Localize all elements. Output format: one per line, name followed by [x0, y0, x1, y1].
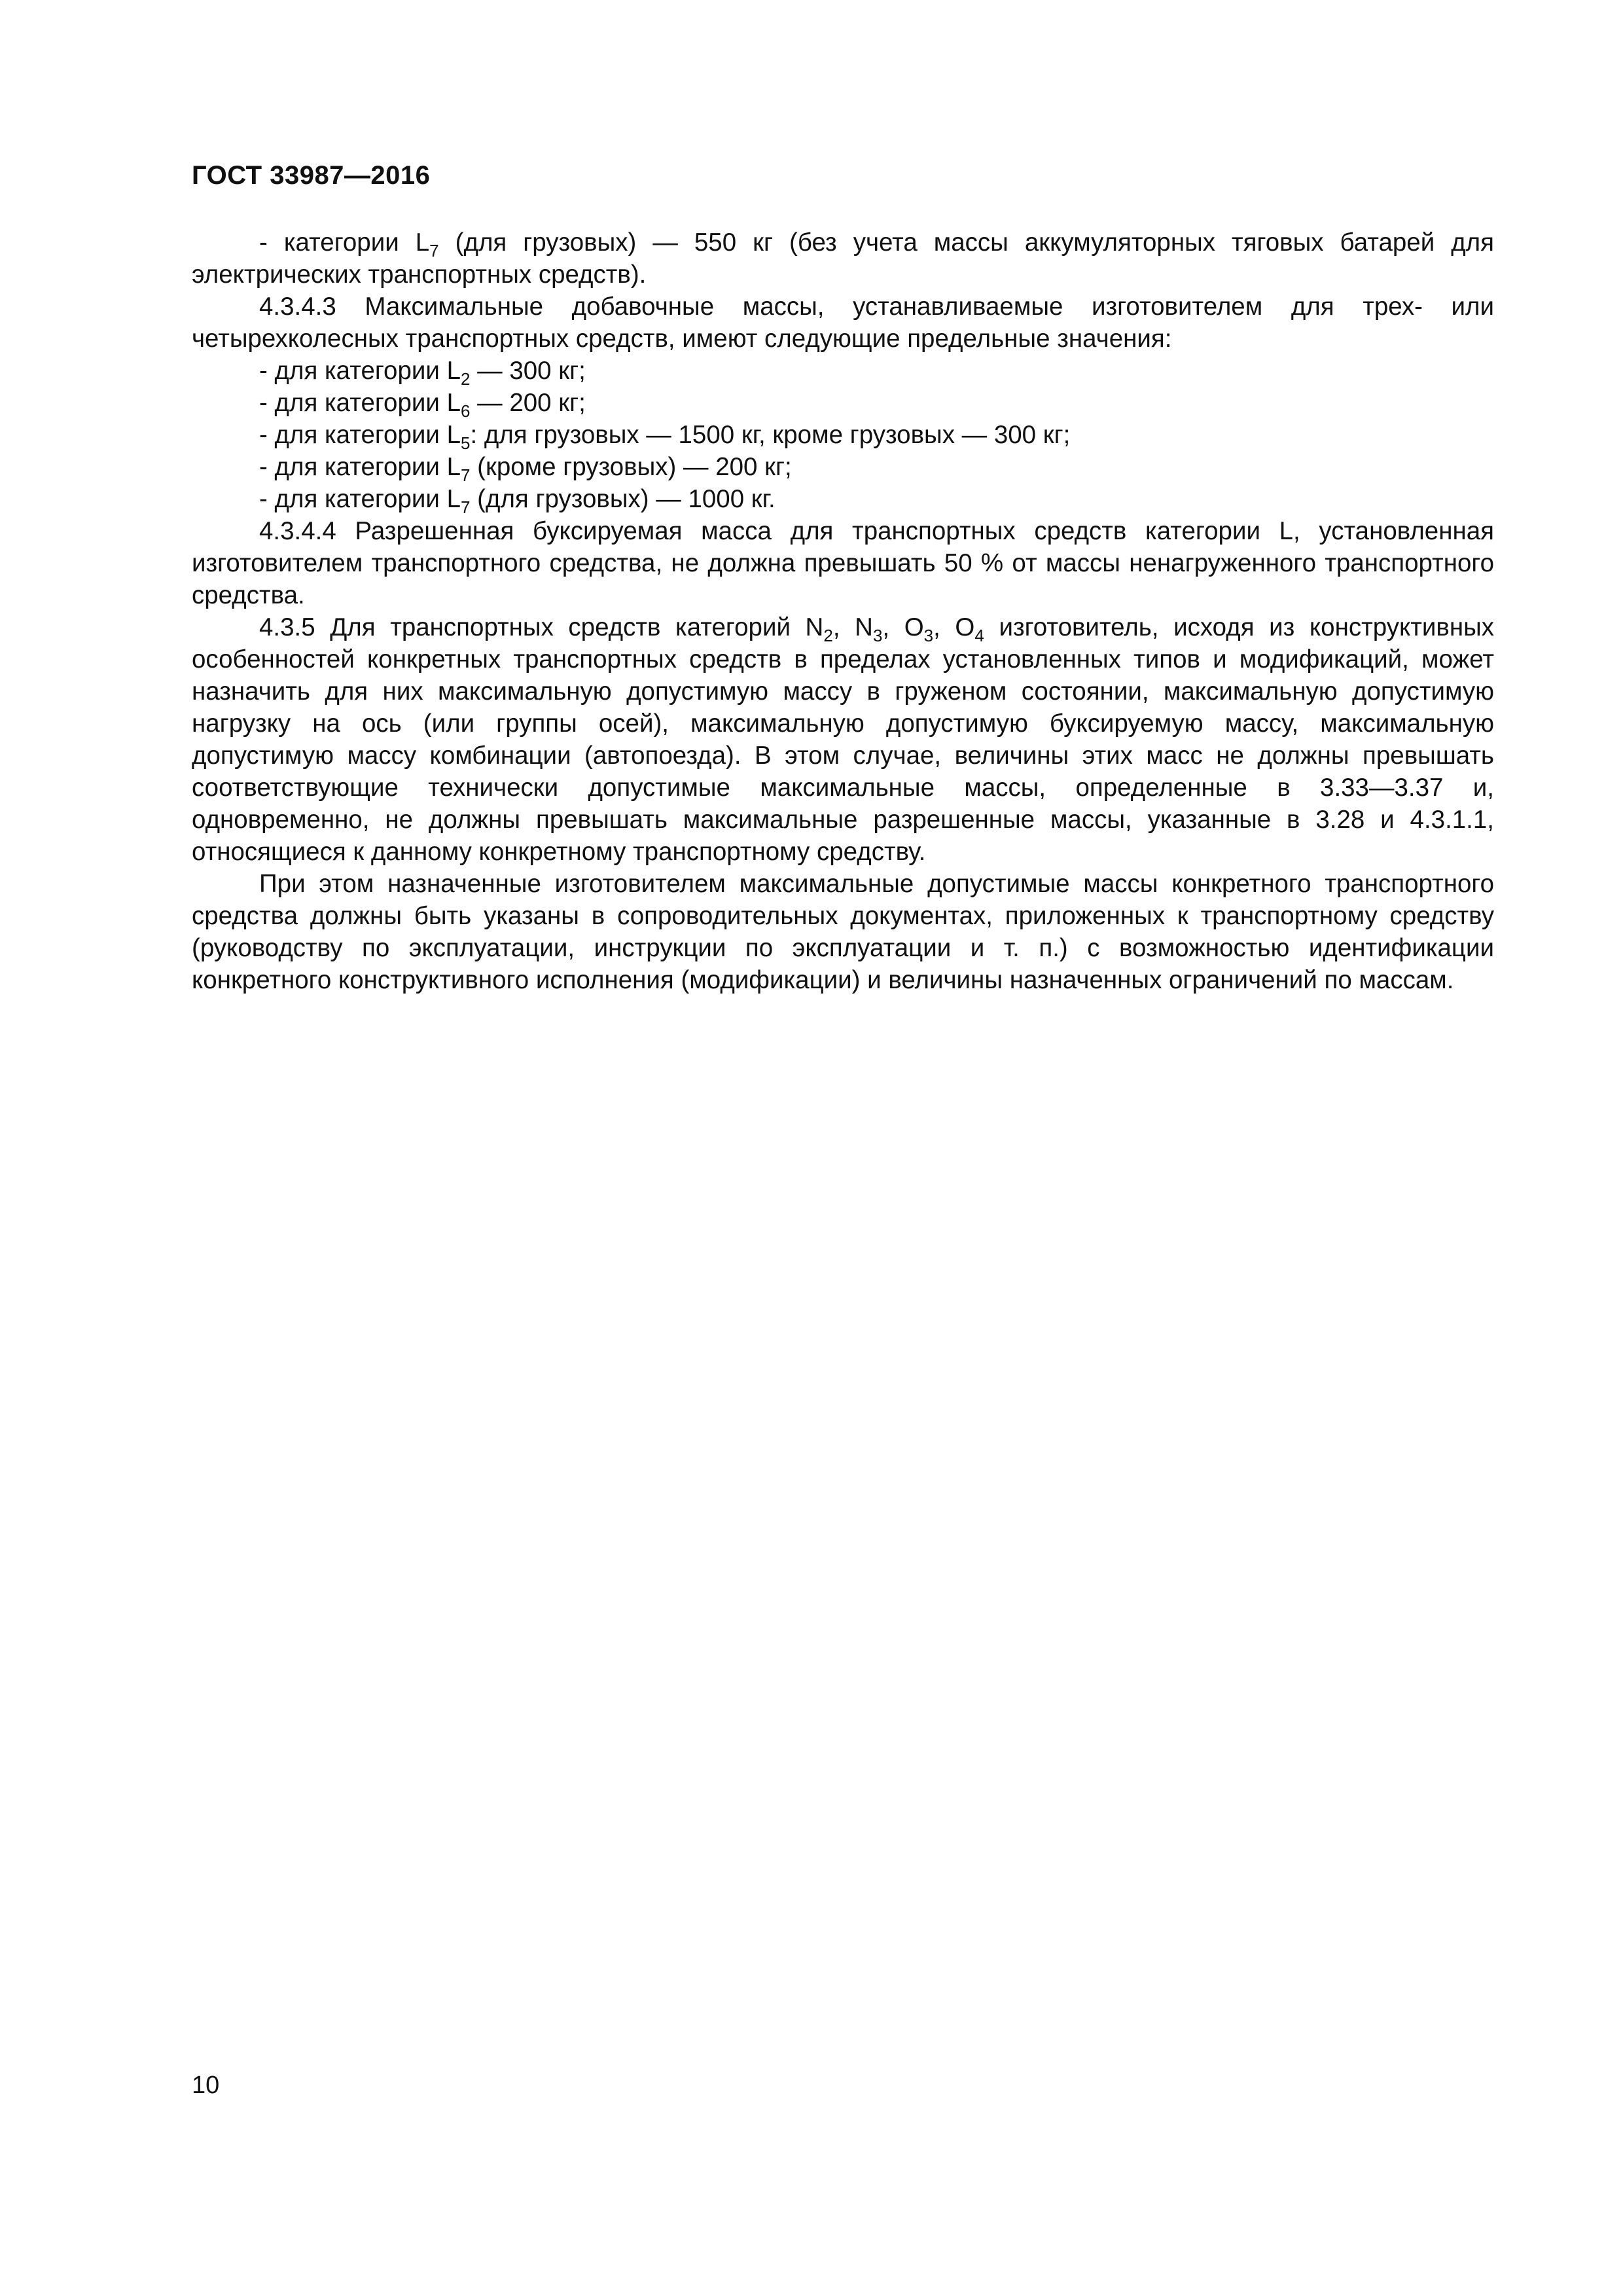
list-item [192, 483, 1494, 515]
text-run: - для категории L [259, 389, 461, 417]
subscript: 5 [461, 433, 471, 453]
text-run: 4.3.5 Для транспортных средств категорий N [259, 613, 824, 641]
text-run: : для грузовых — 1500 кг, кроме грузовых — 300 кг; [470, 421, 1071, 449]
list-item [192, 355, 1494, 387]
text-run: (кроме грузовых) — 200 кг; [470, 453, 792, 481]
subscript: 2 [461, 369, 471, 389]
subscript: 7 [429, 241, 439, 260]
text-run: , O [933, 613, 975, 641]
text-run: - для категории L [259, 357, 461, 385]
list-item [192, 387, 1494, 419]
subscript: 6 [461, 401, 471, 421]
paragraph-4-3-4-3: 4.3.4.3 Максимальные добавочные массы, устанавливаемые изготовителем для трех- или четырехколесных транспортных средств, имеют следующие предельные значения: [192, 293, 1494, 353]
text-run: - для категории L [259, 421, 461, 449]
text-run: — 300 кг; [470, 357, 586, 385]
subscript: 7 [461, 497, 471, 517]
paragraph-4-3-4-4: 4.3.4.4 Разрешенная буксируемая масса для транспортных средств категории L, установленная изготовителем транспортного средства, не должна превышать 50 % от массы ненагруженного транспортного средства. [192, 517, 1494, 609]
text-run: - для категории L [259, 485, 461, 513]
paragraph-assigned-masses: При этом назначенные изготовителем максимальные допустимые массы конкретного транспортного средства должны быть указаны в сопроводительных документах, приложенных к транспортному средству (руководству по эксплуатации, инструкции по эксплуатации и т. п.) с возможностью идентификации конкретного конструктивного исполнения (модификации) и величины назначенных ограничений по массам. [192, 870, 1494, 994]
text-run: - категории L [259, 228, 430, 257]
subscript: 3 [872, 626, 883, 645]
list-item [192, 451, 1494, 483]
subscript: 3 [923, 626, 934, 645]
subscript: 2 [823, 626, 833, 645]
subscript: 7 [461, 465, 471, 485]
text-run: изготовитель, исходя из конструктивных особенностей конкретных транспортных средств в пределах установленных типов и модификаций, может назначить для них максимальную допустимую массу в груженом состоянии, максимальную допустимую нагрузку на ось (или группы осей), максимальную допустимую буксируемую массу, максимальную допустимую массу комбинации (автопоезда). В этом случае, величины этих масс не должны превышать соответствующие технически допустимые максимальные массы, определенные в 3.33—3.37 и, одновременно, не должны превышать максимальные разрешенные массы, указанные в 3.28 и 4.3.1.1, относящиеся к данному конкретному транспортному средству. [192, 613, 1495, 866]
paragraph-4-3-5 [192, 611, 1494, 868]
text-run: (для грузовых) — 1000 кг. [470, 485, 776, 513]
text-run: , O [882, 613, 924, 641]
document-header: ГОСТ 33987—2016 [192, 161, 431, 190]
paragraph-l7-cargo [192, 226, 1494, 291]
subscript: 4 [974, 626, 984, 645]
text-run: , N [832, 613, 873, 641]
text-run: — 200 кг; [470, 389, 586, 417]
text-run: - для категории L [259, 453, 461, 481]
document-body [192, 226, 1494, 996]
text-run: (для грузовых) — 550 кг (без учета массы аккумуляторных тяговых батарей для электрических транспортных средств). [192, 228, 1494, 289]
list-item [192, 419, 1494, 451]
page-number: 10 [192, 2072, 220, 2099]
